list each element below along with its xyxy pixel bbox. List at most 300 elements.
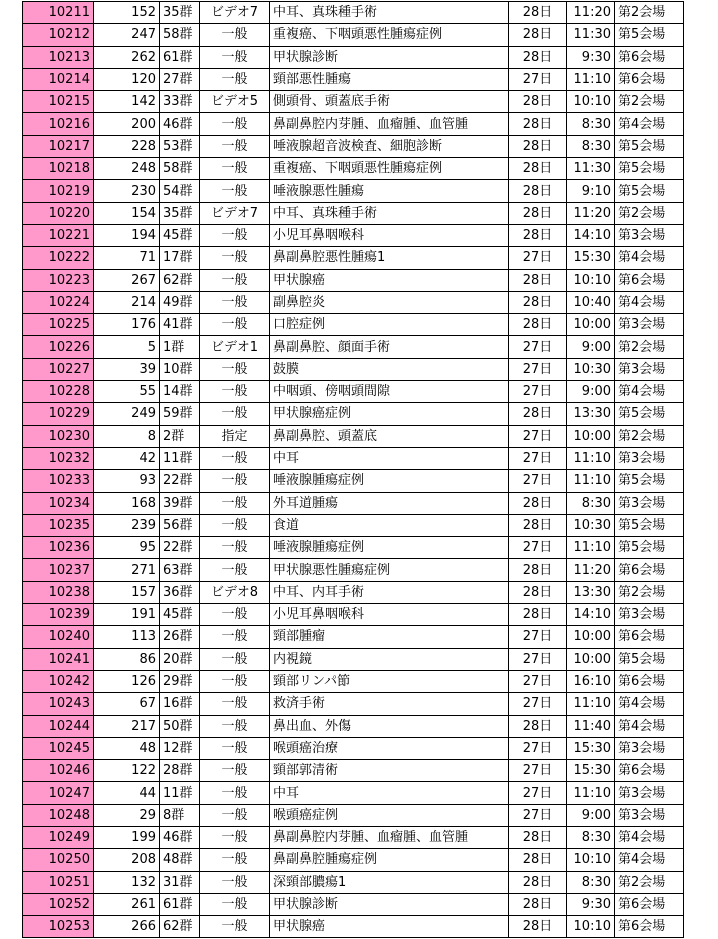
day-cell: 28日 — [509, 314, 567, 336]
table-row — [23, 425, 684, 447]
time-cell: 9:30 — [567, 46, 615, 68]
presentation-number-cell: 194 — [94, 224, 160, 246]
time-cell: 11:10 — [567, 470, 615, 492]
session-title-cell: 鼻出血、外傷 — [270, 715, 509, 737]
session-title-cell: 食道 — [270, 514, 509, 536]
session-title-cell: 中耳、内耳手術 — [270, 581, 509, 603]
venue-cell: 第5会場 — [615, 470, 684, 492]
day-cell: 28日 — [509, 604, 567, 626]
session-type-cell: 一般 — [200, 158, 270, 180]
venue-cell: 第5会場 — [615, 158, 684, 180]
group-cell: 63群 — [160, 559, 200, 581]
session-type-cell: ビデオ5 — [200, 91, 270, 113]
schedule-table-body — [23, 2, 684, 938]
table-row — [23, 158, 684, 180]
presentation-number-cell: 239 — [94, 514, 160, 536]
session-title-cell: 深頸部膿瘍1 — [270, 871, 509, 893]
abstract-id-cell: 10251 — [23, 871, 94, 893]
abstract-id-cell: 10214 — [23, 68, 94, 90]
table-row — [23, 358, 684, 380]
session-type-cell: 一般 — [200, 113, 270, 135]
time-cell: 11:10 — [567, 537, 615, 559]
time-cell: 10:10 — [567, 849, 615, 871]
venue-cell: 第2会場 — [615, 425, 684, 447]
table-row — [23, 514, 684, 536]
abstract-id-cell: 10221 — [23, 224, 94, 246]
day-cell: 27日 — [509, 737, 567, 759]
abstract-id-cell: 10217 — [23, 135, 94, 157]
day-cell: 28日 — [509, 291, 567, 313]
time-cell: 8:30 — [567, 113, 615, 135]
session-type-cell: ビデオ7 — [200, 202, 270, 224]
abstract-id-cell: 10212 — [23, 24, 94, 46]
venue-cell: 第5会場 — [615, 537, 684, 559]
time-cell: 11:30 — [567, 158, 615, 180]
session-type-cell: 一般 — [200, 447, 270, 469]
time-cell: 10:10 — [567, 269, 615, 291]
day-cell: 28日 — [509, 916, 567, 938]
presentation-number-cell: 230 — [94, 180, 160, 202]
group-cell: 54群 — [160, 180, 200, 202]
group-cell: 35群 — [160, 202, 200, 224]
time-cell: 10:00 — [567, 425, 615, 447]
session-type-cell: 一般 — [200, 804, 270, 826]
abstract-id-cell: 10215 — [23, 91, 94, 113]
group-cell: 36群 — [160, 581, 200, 603]
session-title-cell: 口腔症例 — [270, 314, 509, 336]
session-title-cell: 外耳道腫瘍 — [270, 492, 509, 514]
venue-cell: 第6会場 — [615, 68, 684, 90]
session-type-cell: 一般 — [200, 381, 270, 403]
session-type-cell: 一般 — [200, 693, 270, 715]
venue-cell: 第2会場 — [615, 871, 684, 893]
venue-cell: 第3会場 — [615, 604, 684, 626]
day-cell: 27日 — [509, 804, 567, 826]
time-cell: 9:30 — [567, 893, 615, 915]
abstract-id-cell: 10248 — [23, 804, 94, 826]
venue-cell: 第3会場 — [615, 224, 684, 246]
venue-cell: 第6会場 — [615, 893, 684, 915]
group-cell: 50群 — [160, 715, 200, 737]
group-cell: 62群 — [160, 269, 200, 291]
day-cell: 28日 — [509, 826, 567, 848]
venue-cell: 第4会場 — [615, 113, 684, 135]
time-cell: 10:10 — [567, 91, 615, 113]
table-row — [23, 537, 684, 559]
day-cell: 27日 — [509, 782, 567, 804]
presentation-number-cell: 95 — [94, 537, 160, 559]
day-cell: 28日 — [509, 113, 567, 135]
group-cell: 39群 — [160, 492, 200, 514]
presentation-number-cell: 122 — [94, 760, 160, 782]
session-title-cell: 甲状腺癌 — [270, 916, 509, 938]
time-cell: 8:30 — [567, 492, 615, 514]
session-type-cell: 一般 — [200, 537, 270, 559]
venue-cell: 第2会場 — [615, 581, 684, 603]
presentation-number-cell: 29 — [94, 804, 160, 826]
abstract-id-cell: 10244 — [23, 715, 94, 737]
group-cell: 16群 — [160, 693, 200, 715]
day-cell: 28日 — [509, 893, 567, 915]
venue-cell: 第6会場 — [615, 916, 684, 938]
abstract-id-cell: 10219 — [23, 180, 94, 202]
time-cell: 10:00 — [567, 626, 615, 648]
venue-cell: 第5会場 — [615, 648, 684, 670]
session-title-cell: 甲状腺癌 — [270, 269, 509, 291]
table-row — [23, 113, 684, 135]
venue-cell: 第3会場 — [615, 358, 684, 380]
session-title-cell: 中耳 — [270, 447, 509, 469]
day-cell: 28日 — [509, 849, 567, 871]
session-type-cell: 一般 — [200, 715, 270, 737]
session-title-cell: 鼻副鼻腔、頭蓋底 — [270, 425, 509, 447]
table-row — [23, 247, 684, 269]
session-type-cell: 一般 — [200, 737, 270, 759]
session-title-cell: 喉頭癌治療 — [270, 737, 509, 759]
table-row — [23, 381, 684, 403]
session-type-cell: 一般 — [200, 68, 270, 90]
session-type-cell: 一般 — [200, 46, 270, 68]
time-cell: 13:30 — [567, 403, 615, 425]
presentation-number-cell: 249 — [94, 403, 160, 425]
day-cell: 27日 — [509, 336, 567, 358]
venue-cell: 第6会場 — [615, 670, 684, 692]
table-row — [23, 447, 684, 469]
session-type-cell: 一般 — [200, 247, 270, 269]
group-cell: 45群 — [160, 224, 200, 246]
session-title-cell: 小児耳鼻咽喉科 — [270, 224, 509, 246]
session-title-cell: 唾液腺腫瘍症例 — [270, 470, 509, 492]
presentation-number-cell: 55 — [94, 381, 160, 403]
presentation-number-cell: 8 — [94, 425, 160, 447]
time-cell: 11:20 — [567, 2, 615, 24]
table-row — [23, 715, 684, 737]
day-cell: 27日 — [509, 470, 567, 492]
abstract-id-cell: 10241 — [23, 648, 94, 670]
session-title-cell: 甲状腺癌症例 — [270, 403, 509, 425]
time-cell: 16:10 — [567, 670, 615, 692]
day-cell: 27日 — [509, 648, 567, 670]
time-cell: 8:30 — [567, 826, 615, 848]
session-type-cell: 一般 — [200, 269, 270, 291]
time-cell: 10:30 — [567, 358, 615, 380]
time-cell: 8:30 — [567, 135, 615, 157]
abstract-id-cell: 10228 — [23, 381, 94, 403]
time-cell: 11:10 — [567, 693, 615, 715]
session-title-cell: 中耳、真珠種手術 — [270, 2, 509, 24]
group-cell: 58群 — [160, 24, 200, 46]
time-cell: 10:10 — [567, 916, 615, 938]
day-cell: 27日 — [509, 381, 567, 403]
table-row — [23, 46, 684, 68]
day-cell: 28日 — [509, 403, 567, 425]
presentation-number-cell: 217 — [94, 715, 160, 737]
presentation-number-cell: 39 — [94, 358, 160, 380]
table-row — [23, 492, 684, 514]
session-title-cell: 中耳 — [270, 782, 509, 804]
presentation-number-cell: 261 — [94, 893, 160, 915]
time-cell: 11:30 — [567, 24, 615, 46]
group-cell: 35群 — [160, 2, 200, 24]
day-cell: 28日 — [509, 91, 567, 113]
group-cell: 46群 — [160, 113, 200, 135]
abstract-id-cell: 10232 — [23, 447, 94, 469]
presentation-number-cell: 48 — [94, 737, 160, 759]
session-title-cell: 鼻副鼻腔悪性腫瘍1 — [270, 247, 509, 269]
presentation-number-cell: 113 — [94, 626, 160, 648]
session-title-cell: 側頭骨、頭蓋底手術 — [270, 91, 509, 113]
presentation-number-cell: 176 — [94, 314, 160, 336]
group-cell: 62群 — [160, 916, 200, 938]
session-type-cell: 一般 — [200, 559, 270, 581]
day-cell: 27日 — [509, 626, 567, 648]
group-cell: 10群 — [160, 358, 200, 380]
time-cell: 15:30 — [567, 247, 615, 269]
venue-cell: 第2会場 — [615, 202, 684, 224]
table-row — [23, 670, 684, 692]
group-cell: 48群 — [160, 849, 200, 871]
table-row — [23, 737, 684, 759]
session-title-cell: 頸部悪性腫瘍 — [270, 68, 509, 90]
presentation-number-cell: 228 — [94, 135, 160, 157]
group-cell: 61群 — [160, 46, 200, 68]
time-cell: 13:30 — [567, 581, 615, 603]
day-cell: 27日 — [509, 693, 567, 715]
venue-cell: 第3会場 — [615, 314, 684, 336]
venue-cell: 第4会場 — [615, 247, 684, 269]
abstract-id-cell: 10245 — [23, 737, 94, 759]
abstract-id-cell: 10213 — [23, 46, 94, 68]
session-type-cell: 一般 — [200, 826, 270, 848]
presentation-number-cell: 262 — [94, 46, 160, 68]
presentation-number-cell: 248 — [94, 158, 160, 180]
presentation-number-cell: 86 — [94, 648, 160, 670]
time-cell: 11:10 — [567, 782, 615, 804]
day-cell: 28日 — [509, 715, 567, 737]
presentation-number-cell: 266 — [94, 916, 160, 938]
time-cell: 11:10 — [567, 68, 615, 90]
session-type-cell: ビデオ7 — [200, 2, 270, 24]
table-row — [23, 291, 684, 313]
venue-cell: 第3会場 — [615, 804, 684, 826]
session-title-cell: 鼻副鼻腔、顔面手術 — [270, 336, 509, 358]
time-cell: 15:30 — [567, 760, 615, 782]
session-title-cell: 唾液腺超音波検査、細胞診断 — [270, 135, 509, 157]
time-cell: 9:00 — [567, 336, 615, 358]
table-row — [23, 24, 684, 46]
time-cell: 11:20 — [567, 202, 615, 224]
session-type-cell: ビデオ1 — [200, 336, 270, 358]
day-cell: 27日 — [509, 68, 567, 90]
session-title-cell: 重複癌、下咽頭悪性腫瘍症例 — [270, 24, 509, 46]
session-type-cell: 一般 — [200, 291, 270, 313]
session-type-cell: 一般 — [200, 358, 270, 380]
session-title-cell: 甲状腺悪性腫瘍症例 — [270, 559, 509, 581]
day-cell: 28日 — [509, 202, 567, 224]
day-cell: 28日 — [509, 2, 567, 24]
day-cell: 28日 — [509, 871, 567, 893]
day-cell: 27日 — [509, 425, 567, 447]
abstract-id-cell: 10230 — [23, 425, 94, 447]
session-type-cell: 一般 — [200, 604, 270, 626]
session-title-cell: 鼻副鼻腔内芽腫、血瘤腫、血管腫 — [270, 113, 509, 135]
time-cell: 10:00 — [567, 314, 615, 336]
venue-cell: 第4会場 — [615, 381, 684, 403]
table-row — [23, 604, 684, 626]
venue-cell: 第5会場 — [615, 24, 684, 46]
presentation-number-cell: 132 — [94, 871, 160, 893]
day-cell: 28日 — [509, 158, 567, 180]
session-title-cell: 鼓膜 — [270, 358, 509, 380]
presentation-number-cell: 214 — [94, 291, 160, 313]
session-title-cell: 甲状腺診断 — [270, 893, 509, 915]
group-cell: 49群 — [160, 291, 200, 313]
session-type-cell: 一般 — [200, 135, 270, 157]
day-cell: 27日 — [509, 358, 567, 380]
session-title-cell: 中咽頭、傍咽頭間隙 — [270, 381, 509, 403]
session-type-cell: 一般 — [200, 782, 270, 804]
abstract-id-cell: 10224 — [23, 291, 94, 313]
group-cell: 2群 — [160, 425, 200, 447]
presentation-number-cell: 44 — [94, 782, 160, 804]
group-cell: 29群 — [160, 670, 200, 692]
abstract-id-cell: 10243 — [23, 693, 94, 715]
table-row — [23, 693, 684, 715]
table-row — [23, 2, 684, 24]
venue-cell: 第3会場 — [615, 782, 684, 804]
abstract-id-cell: 10235 — [23, 514, 94, 536]
abstract-id-cell: 10253 — [23, 916, 94, 938]
abstract-id-cell: 10216 — [23, 113, 94, 135]
group-cell: 56群 — [160, 514, 200, 536]
day-cell: 28日 — [509, 492, 567, 514]
abstract-id-cell: 10242 — [23, 670, 94, 692]
venue-cell: 第5会場 — [615, 135, 684, 157]
presentation-number-cell: 142 — [94, 91, 160, 113]
venue-cell: 第5会場 — [615, 180, 684, 202]
venue-cell: 第4会場 — [615, 849, 684, 871]
table-row — [23, 470, 684, 492]
group-cell: 53群 — [160, 135, 200, 157]
venue-cell: 第3会場 — [615, 737, 684, 759]
table-row — [23, 871, 684, 893]
venue-cell: 第3会場 — [615, 492, 684, 514]
session-type-cell: 一般 — [200, 470, 270, 492]
presentation-number-cell: 271 — [94, 559, 160, 581]
time-cell: 11:10 — [567, 447, 615, 469]
group-cell: 11群 — [160, 782, 200, 804]
day-cell: 27日 — [509, 670, 567, 692]
time-cell: 14:10 — [567, 604, 615, 626]
abstract-id-cell: 10225 — [23, 314, 94, 336]
table-row — [23, 135, 684, 157]
session-type-cell: 一般 — [200, 916, 270, 938]
table-row — [23, 893, 684, 915]
presentation-number-cell: 154 — [94, 202, 160, 224]
venue-cell: 第5会場 — [615, 403, 684, 425]
abstract-id-cell: 10250 — [23, 849, 94, 871]
abstract-id-cell: 10246 — [23, 760, 94, 782]
time-cell: 8:30 — [567, 871, 615, 893]
group-cell: 26群 — [160, 626, 200, 648]
presentation-number-cell: 152 — [94, 2, 160, 24]
group-cell: 1群 — [160, 336, 200, 358]
abstract-id-cell: 10220 — [23, 202, 94, 224]
venue-cell: 第4会場 — [615, 715, 684, 737]
table-row — [23, 626, 684, 648]
session-type-cell: ビデオ8 — [200, 581, 270, 603]
abstract-id-cell: 10223 — [23, 269, 94, 291]
day-cell: 27日 — [509, 760, 567, 782]
abstract-id-cell: 10229 — [23, 403, 94, 425]
time-cell: 9:10 — [567, 180, 615, 202]
session-title-cell: 喉頭癌症例 — [270, 804, 509, 826]
day-cell: 27日 — [509, 537, 567, 559]
schedule-table — [22, 1, 684, 938]
session-title-cell: 救済手術 — [270, 693, 509, 715]
venue-cell: 第4会場 — [615, 693, 684, 715]
session-title-cell: 中耳、真珠種手術 — [270, 202, 509, 224]
group-cell: 41群 — [160, 314, 200, 336]
day-cell: 28日 — [509, 269, 567, 291]
day-cell: 28日 — [509, 559, 567, 581]
session-type-cell: 一般 — [200, 180, 270, 202]
venue-cell: 第2会場 — [615, 91, 684, 113]
table-row — [23, 760, 684, 782]
session-type-cell: 一般 — [200, 514, 270, 536]
presentation-number-cell: 208 — [94, 849, 160, 871]
presentation-number-cell: 42 — [94, 447, 160, 469]
table-row — [23, 180, 684, 202]
abstract-id-cell: 10237 — [23, 559, 94, 581]
group-cell: 8群 — [160, 804, 200, 826]
session-type-cell: 一般 — [200, 849, 270, 871]
table-row — [23, 269, 684, 291]
table-row — [23, 314, 684, 336]
abstract-id-cell: 10227 — [23, 358, 94, 380]
abstract-id-cell: 10236 — [23, 537, 94, 559]
group-cell: 45群 — [160, 604, 200, 626]
presentation-number-cell: 191 — [94, 604, 160, 626]
group-cell: 27群 — [160, 68, 200, 90]
venue-cell: 第4会場 — [615, 826, 684, 848]
session-type-cell: 一般 — [200, 648, 270, 670]
table-row — [23, 202, 684, 224]
day-cell: 28日 — [509, 224, 567, 246]
venue-cell: 第4会場 — [615, 291, 684, 313]
group-cell: 58群 — [160, 158, 200, 180]
session-title-cell: 頸部郭清術 — [270, 760, 509, 782]
abstract-id-cell: 10240 — [23, 626, 94, 648]
day-cell: 27日 — [509, 447, 567, 469]
venue-cell: 第5会場 — [615, 514, 684, 536]
group-cell: 14群 — [160, 381, 200, 403]
session-type-cell: 一般 — [200, 403, 270, 425]
table-row — [23, 581, 684, 603]
presentation-number-cell: 267 — [94, 269, 160, 291]
day-cell: 28日 — [509, 581, 567, 603]
group-cell: 22群 — [160, 537, 200, 559]
table-row — [23, 782, 684, 804]
presentation-number-cell: 168 — [94, 492, 160, 514]
group-cell: 17群 — [160, 247, 200, 269]
time-cell: 10:40 — [567, 291, 615, 313]
abstract-id-cell: 10218 — [23, 158, 94, 180]
table-row — [23, 224, 684, 246]
group-cell: 59群 — [160, 403, 200, 425]
time-cell: 9:00 — [567, 804, 615, 826]
venue-cell: 第6会場 — [615, 626, 684, 648]
